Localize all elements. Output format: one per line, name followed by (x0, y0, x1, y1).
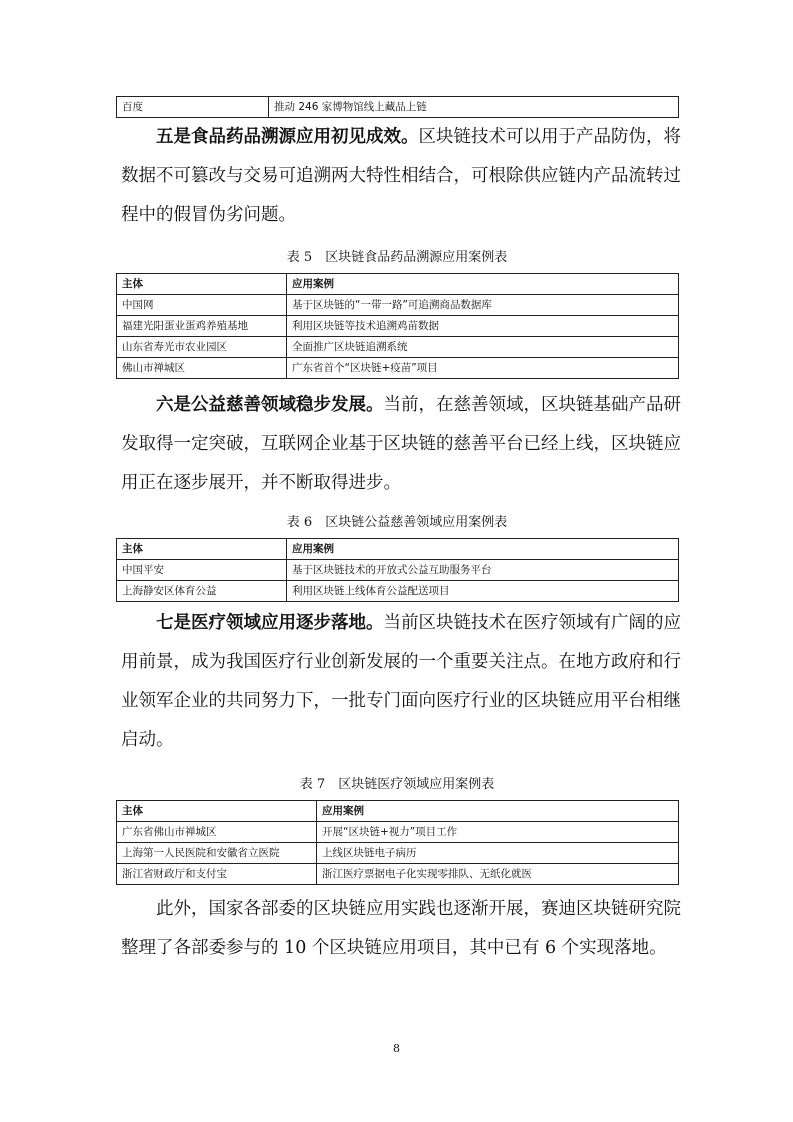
table7 (116, 800, 679, 885)
table-header-cell: 主体 (117, 539, 287, 560)
table-header-row (117, 274, 679, 295)
section6-lead: 六是公益慈善领域稳步发展。 (156, 395, 384, 415)
table-row (117, 358, 679, 379)
table-cell: 上线区块链电子病历 (317, 843, 679, 864)
table-cell: 开展“区块链+视力”项目工作 (317, 822, 679, 843)
table-row (117, 581, 679, 602)
table-header-cell: 应用案例 (287, 539, 679, 560)
section7-body: 当前区块链技术在医疗领域有广阔的应用前景，成为我国医疗行业创新发展的一个重要关注点。在地方政府和行业领军企业的共同努力下，一批专门面向医疗行业的区块链应用平台相继启动。 (121, 613, 681, 750)
table-row (117, 97, 679, 118)
table-header-cell: 应用案例 (287, 274, 679, 295)
page-number: 8 (393, 1042, 400, 1055)
table-cell: 利用区块链等技术追溯鸡苗数据 (287, 316, 679, 337)
table-row (117, 864, 679, 885)
table-cell: 山东省寿光市农业园区 (117, 337, 287, 358)
table-cell: 中国网 (117, 295, 287, 316)
table-cell: 推动 246 家博物馆线上藏品上链 (269, 97, 679, 118)
table-cell: 浙江省财政厅和支付宝 (117, 864, 317, 885)
section5-lead: 五是食品药品溯源应用初见成效。 (156, 127, 419, 147)
table-row (117, 822, 679, 843)
table-cell: 佛山市禅城区 (117, 358, 287, 379)
section6-body: 当前，在慈善领域，区块链基础产品研发取得一定突破，互联网企业基于区块链的慈善平台已经上线，区块链应用正在逐步展开，并不断取得进步。 (121, 395, 681, 493)
top-table (116, 96, 679, 118)
table-cell: 百度 (117, 97, 269, 118)
table-cell: 福建光阳蛋业蛋鸡养殖基地 (117, 316, 287, 337)
table-header-cell: 应用案例 (317, 801, 679, 822)
section5-paragraph (121, 118, 681, 235)
table-cell: 中国平安 (117, 560, 287, 581)
table-row (117, 843, 679, 864)
section5-body: 区块链技术可以用于产品防伪，将数据不可篡改与交易可追溯两大特性相结合，可根除供应链内产品流转过程中的假冒伪劣问题。 (121, 127, 681, 225)
table-header-row (117, 539, 679, 560)
table-row (117, 337, 679, 358)
table5-caption: 表 5 区块链食品药品溯源应用案例表 (286, 250, 508, 265)
table-header-cell: 主体 (117, 801, 317, 822)
table-cell: 利用区块链上线体育公益配送项目 (287, 581, 679, 602)
table-cell: 上海静安区体育公益 (117, 581, 287, 602)
section7-lead: 七是医疗领域应用逐步落地。 (156, 613, 384, 633)
table-cell: 浙江医疗票据电子化实现零排队、无纸化就医 (317, 864, 679, 885)
table-cell: 广东省首个“区块链+疫苗”项目 (287, 358, 679, 379)
table-cell: 上海第一人民医院和安徽省立医院 (117, 843, 317, 864)
table-row (117, 295, 679, 316)
section7-paragraph (121, 604, 681, 760)
table-cell: 全面推广区块链追溯系统 (287, 337, 679, 358)
table5 (116, 273, 679, 379)
table-cell: 广东省佛山市禅城区 (117, 822, 317, 843)
table-cell: 基于区块链技术的开放式公益互助服务平台 (287, 560, 679, 581)
table-cell: 基于区块链的“一带一路”可追溯商品数据库 (287, 295, 679, 316)
table7-caption: 表 7 区块链医疗领域应用案例表 (299, 777, 495, 792)
closing-paragraph: 此外，国家各部委的区块链应用实践也逐渐开展，赛迪区块链研究院整理了各部委参与的 10 个区块链应用项目，其中已有 6 个实现落地。 (121, 899, 681, 958)
table-header-cell: 主体 (117, 274, 287, 295)
table6-caption: 表 6 区块链公益慈善领域应用案例表 (286, 515, 508, 530)
table-header-row (117, 801, 679, 822)
table6 (116, 538, 679, 602)
table-row (117, 560, 679, 581)
section6-paragraph (121, 386, 681, 503)
table-row (117, 316, 679, 337)
